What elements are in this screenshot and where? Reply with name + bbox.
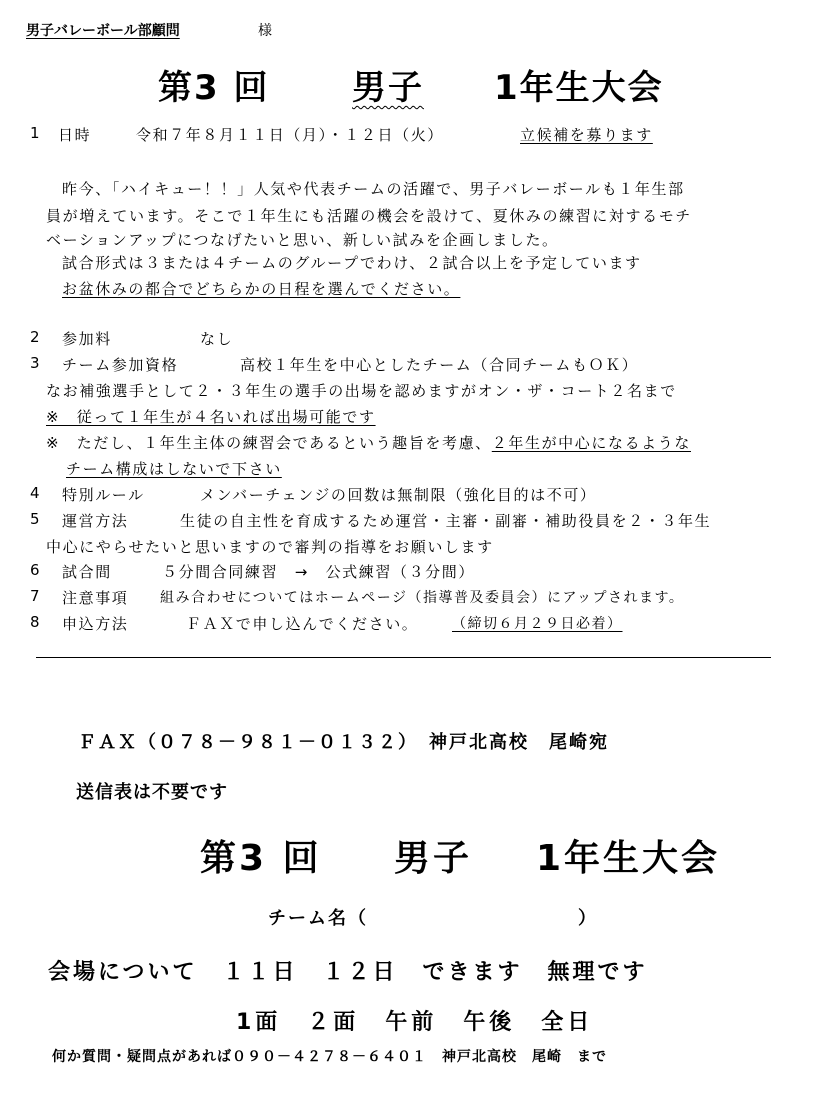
item1-date: 令和７年８月１１日（月）・１２日（火）: [136, 126, 444, 144]
item8-number: 8: [30, 613, 42, 631]
form-note: 送信表は不要です: [76, 782, 228, 803]
form-courts: 1面 ２面 午前 午後 全日: [236, 1010, 594, 1035]
item2-label: 参加料: [62, 330, 112, 348]
item7-value: 組み合わせについてはホームページ（指導普及委員会）にアップされます。: [160, 590, 685, 606]
item1-label: 日時: [58, 126, 92, 144]
item7-number: 7: [30, 587, 42, 605]
recipient: 男子バレーボール部顧問: [26, 23, 180, 39]
item7-label: 注意事項: [62, 589, 129, 607]
page-title-part1: 第3 回: [158, 68, 270, 108]
intro-line5: お盆休みの都合でどちらかの日程を選んでください。: [62, 280, 461, 298]
form-venue: 会場について １１日 １２日 できます 無理です: [48, 960, 648, 985]
form-fax: ＦＡＸ（０７８－９８１－０１３２） 神戸北高校 尾崎宛: [78, 732, 609, 753]
item5-label: 運営方法: [62, 512, 129, 530]
item5-value: 生徒の自主性を育成するため運営・主審・副審・補助役員を２・３年生: [180, 512, 712, 530]
item4-label: 特別ルール: [62, 486, 145, 504]
item5-line2: 中心にやらせたいと思いますので審判の指導をお願いします: [46, 538, 494, 556]
item1-number: 1: [30, 124, 42, 142]
item8-value: ＦＡＸで申し込んでください。: [186, 615, 419, 633]
item3-line4-underlined: ２年生が中心になるような: [491, 434, 691, 452]
intro-line2: 員が増えています。そこで１年生にも活躍の機会を設けて、夏休みの練習に対するモチ: [46, 207, 692, 225]
item6-label: 試合間: [62, 563, 112, 581]
item3-value: 高校１年生を中心としたチーム（合同チームもＯＫ）: [240, 356, 639, 374]
item3-line4: [46, 432, 691, 453]
honorific: 様: [258, 23, 272, 39]
item8-deadline: （締切６月２９日必着）: [452, 616, 623, 632]
form-contact: 何か質問・疑問点があれば０９０－４２７８－６４０１ 神戸北高校 尾崎 まで: [52, 1049, 607, 1065]
form-title-part1: 第3 回: [200, 838, 322, 879]
item4-number: 4: [30, 484, 42, 502]
section-divider: [36, 657, 771, 658]
form-title-part2: 男子: [394, 838, 473, 879]
item2-number: 2: [30, 328, 42, 346]
item1-note: 立候補を募ります: [520, 126, 653, 144]
team-name-label: チーム名（: [268, 908, 368, 929]
team-name-close: ）: [578, 908, 596, 929]
item3-number: 3: [30, 354, 42, 372]
form-title-part3: 1年生大会: [536, 838, 721, 879]
item3-line2: なお補強選手として２・３年生の選手の出場を認めますがオン・ザ・コート２名まで: [46, 382, 677, 400]
item2-value: なし: [200, 330, 234, 348]
intro-line4: 試合形式は３または４チームのグループでわけ、２試合以上を予定しています: [62, 254, 642, 272]
item3-line3: ※ 従って１年生が４名いれば出場可能です: [46, 408, 376, 426]
intro-line3: ベーションアップにつなげたいと思い、新しい試みを企画しました。: [46, 231, 559, 249]
item3-label: チーム参加資格: [62, 356, 179, 374]
intro-line1: 昨今、「ハイキュー！！」人気や代表チームの活躍で、男子バレーボールも１年生部: [62, 180, 685, 198]
item3-line4-plain: ※ ただし、１年生主体の練習会であるという趣旨を考慮、: [46, 434, 492, 452]
item6-number: 6: [30, 561, 42, 579]
item3-line5: チーム構成はしないで下さい: [66, 460, 282, 478]
item8-label: 申込方法: [62, 615, 129, 633]
page-title-part2: 男子: [352, 68, 424, 108]
page-title-part3: 1年生大会: [494, 68, 664, 108]
item6-value: ５分間合同練習 → 公式練習（３分間）: [162, 563, 475, 581]
item4-value: メンバーチェンジの回数は無制限（強化目的は不可）: [200, 486, 597, 504]
item5-number: 5: [30, 510, 42, 528]
